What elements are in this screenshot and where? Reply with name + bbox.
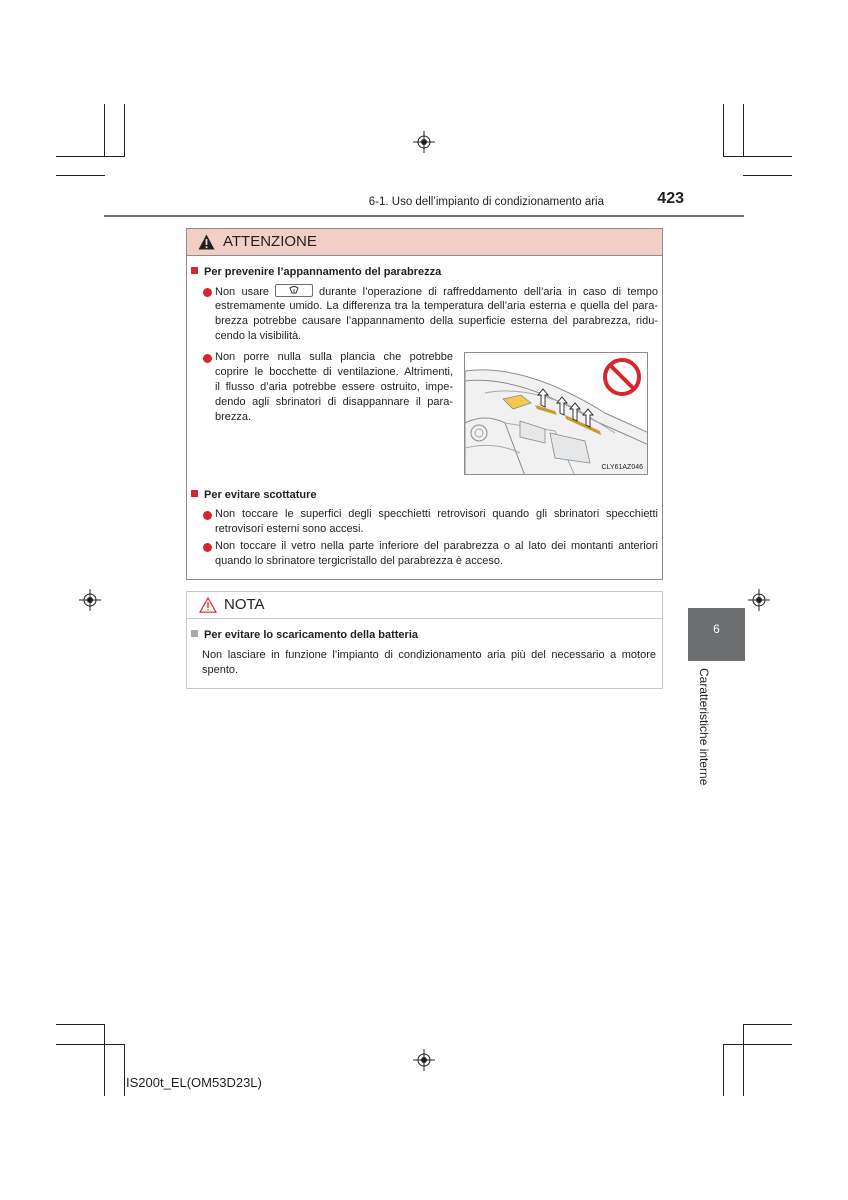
registration-mark-icon bbox=[413, 1049, 435, 1071]
bullet-icon bbox=[203, 511, 212, 520]
square-bullet-icon bbox=[191, 490, 198, 497]
paragraph-line: cendo la visibilità. bbox=[215, 330, 302, 342]
notice-title: NOTA bbox=[224, 596, 265, 613]
dashboard-vents-drawing bbox=[465, 353, 648, 475]
paragraph-line: Non usare durante l’operazione di raffreddamento dell’aria in caso di tempo bbox=[215, 286, 658, 298]
paragraph-line: coprire le bocchette di ventilazione. Altrimenti, bbox=[215, 366, 453, 378]
section-heading bbox=[191, 629, 418, 641]
crop-mark bbox=[723, 1044, 792, 1045]
crop-mark bbox=[124, 1044, 125, 1096]
registration-mark-icon bbox=[79, 589, 101, 611]
notice-header bbox=[187, 592, 662, 619]
paragraph-line: brezza. bbox=[215, 411, 252, 423]
registration-mark-icon bbox=[748, 589, 770, 611]
prohibition-icon bbox=[605, 360, 639, 394]
illustration-code: CLY61AZ046 bbox=[601, 464, 643, 471]
paragraph-line: quando lo sbrinatore tergicristallo del parabrezza è acceso. bbox=[215, 555, 503, 567]
crop-mark bbox=[743, 104, 744, 156]
chapter-title: Caratteristiche interne bbox=[697, 668, 711, 786]
paragraph-line: spento. bbox=[202, 664, 239, 676]
crop-mark bbox=[743, 1024, 744, 1096]
crop-mark bbox=[124, 104, 125, 156]
registration-mark-icon bbox=[413, 131, 435, 153]
section-title: 6-1. Uso dell’impianto di condizionamento aria bbox=[368, 196, 604, 208]
paragraph-line: il flusso d’aria potrebbe essere ostruito, impe- bbox=[215, 381, 453, 393]
square-bullet-icon bbox=[191, 267, 198, 274]
chapter-number: 6 bbox=[713, 622, 720, 636]
paragraph-line: Non porre nulla sulla plancia che potrebbe bbox=[215, 351, 453, 363]
crop-mark bbox=[743, 175, 792, 176]
bullet-icon bbox=[203, 288, 212, 297]
paragraph-line: retrovisori esterni sono accesi. bbox=[215, 523, 364, 535]
crop-mark bbox=[56, 175, 105, 176]
paragraph-line: dendo agli sbrinatori di disappannare il para- bbox=[215, 396, 453, 408]
crop-mark bbox=[56, 156, 125, 157]
warning-title: ATTENZIONE bbox=[223, 233, 317, 250]
crop-mark bbox=[56, 1024, 105, 1025]
paragraph-line: Non lasciare in funzione l’impianto di condizionamento aria più del necessario a motore bbox=[202, 649, 656, 661]
windshield-defroster-icon bbox=[275, 284, 313, 297]
crop-mark bbox=[56, 1044, 125, 1045]
section-heading bbox=[191, 266, 441, 278]
crop-mark bbox=[723, 104, 724, 156]
crop-mark bbox=[723, 156, 792, 157]
crop-mark bbox=[104, 104, 105, 156]
crop-mark bbox=[743, 1024, 792, 1025]
square-bullet-icon bbox=[191, 630, 198, 637]
section-heading-text: Per evitare lo scaricamento della batteria bbox=[204, 629, 418, 641]
paragraph-line: brezza potrebbe causare l’appannamento della superficie esterna del parabrezza, ridu- bbox=[215, 315, 658, 327]
paragraph-line: estremamente umido. La differenza tra la temperatura dell’aria esterna e quella del para- bbox=[215, 300, 658, 312]
crop-mark bbox=[104, 1024, 105, 1096]
dashboard-illustration bbox=[464, 352, 648, 475]
section-heading-text: Per prevenire l’appannamento del parabrezza bbox=[204, 266, 442, 278]
crop-mark bbox=[723, 1044, 724, 1096]
warning-triangle-icon bbox=[198, 234, 215, 250]
bullet-icon bbox=[203, 354, 212, 363]
chapter-tab bbox=[688, 608, 745, 661]
header-rule bbox=[104, 215, 744, 217]
page-number: 423 bbox=[657, 190, 684, 207]
section-heading-text: Per evitare scottature bbox=[204, 489, 317, 501]
document-code: IS200t_EL(OM53D23L) bbox=[126, 1075, 262, 1090]
paragraph-line: Non toccare le superfici degli specchietti retrovisori quando gli sbrinatori specchietti bbox=[215, 508, 658, 520]
caution-triangle-icon bbox=[199, 597, 217, 613]
paragraph-line: Non toccare il vetro nella parte inferiore del parabrezza o al lato dei montanti anteriori bbox=[215, 540, 658, 552]
section-heading bbox=[191, 489, 317, 501]
bullet-icon bbox=[203, 543, 212, 552]
warning-header bbox=[187, 229, 662, 256]
